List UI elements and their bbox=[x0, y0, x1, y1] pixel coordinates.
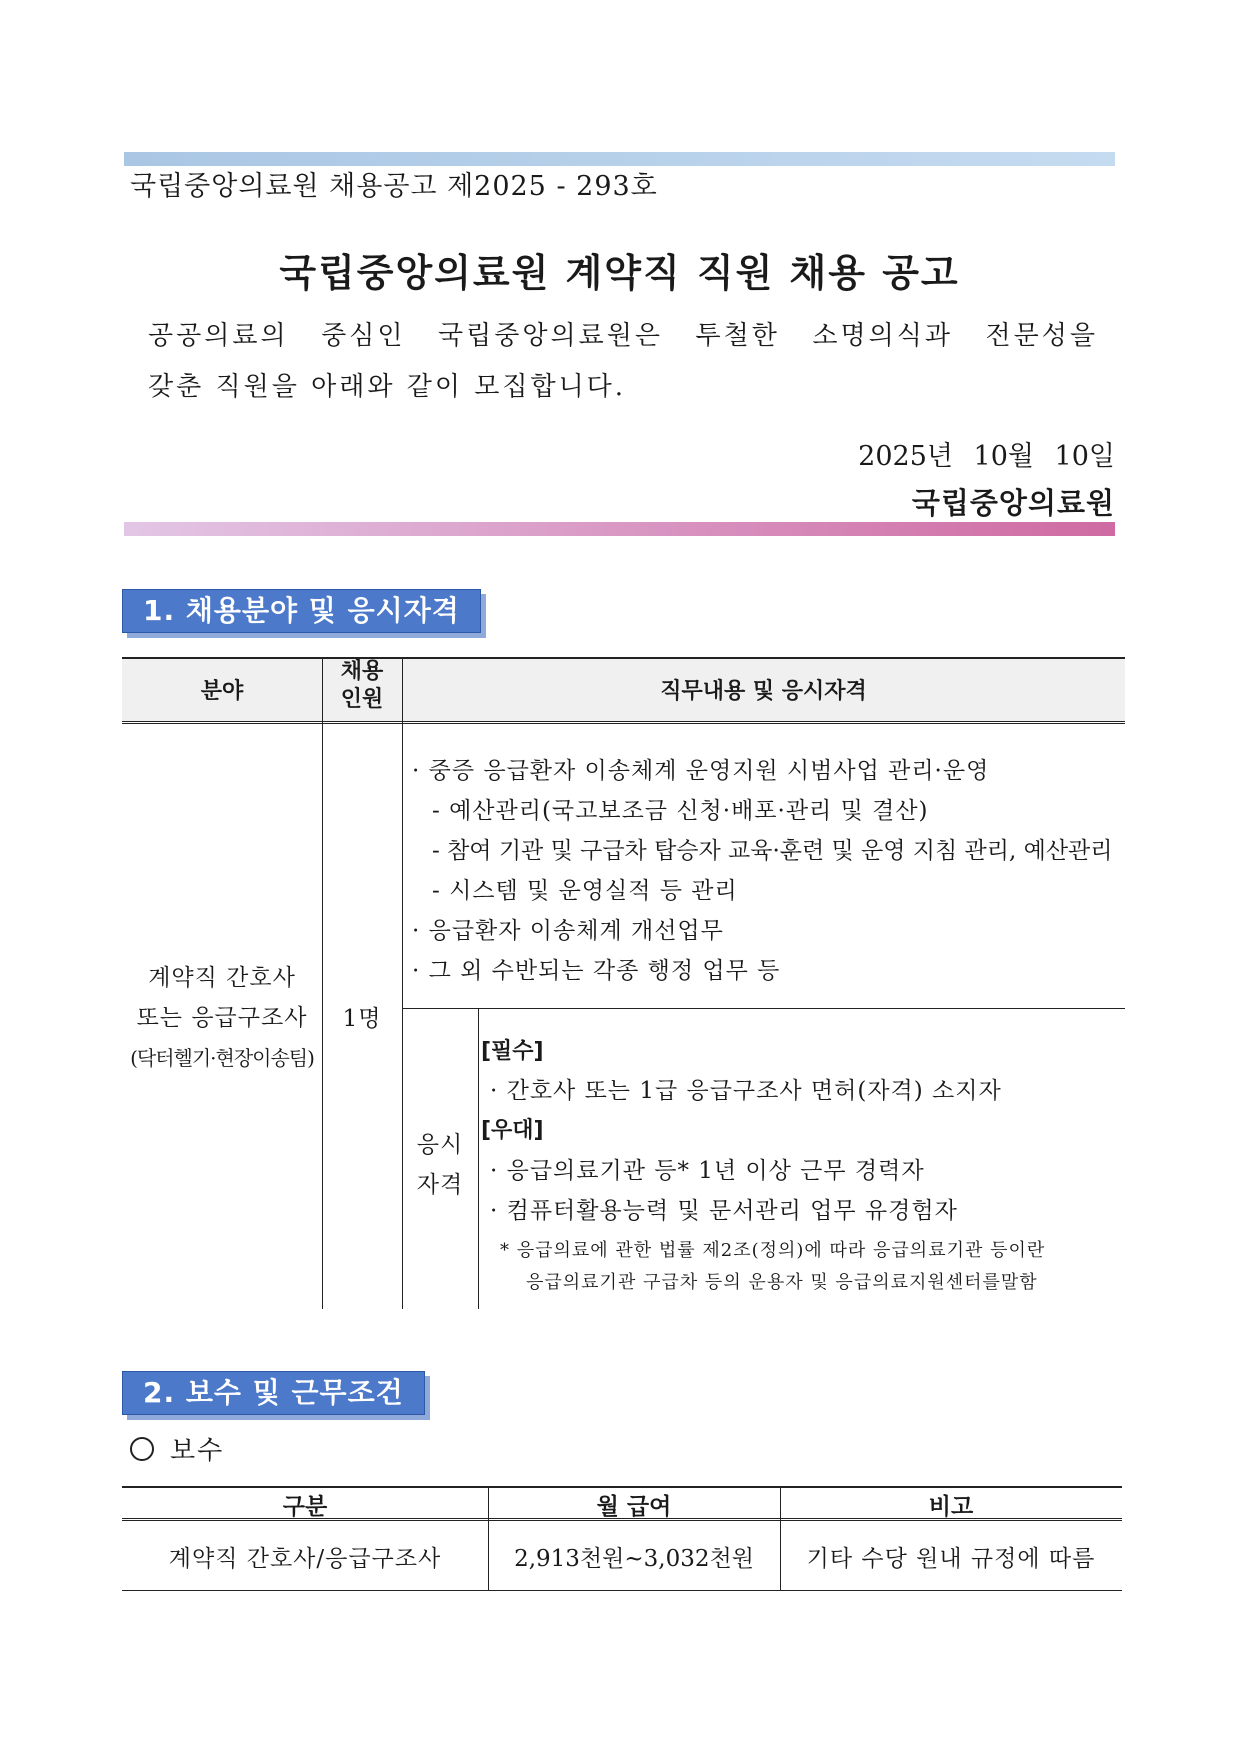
preferred-item: · 컴퓨터활용능력 및 문서관리 업무 유경험자 bbox=[490, 1198, 958, 1224]
qualification-label bbox=[402, 1125, 478, 1205]
required-tag: [필수] bbox=[481, 1039, 544, 1064]
field-cell bbox=[122, 958, 322, 1078]
field-name-line1: 계약직 간호사 bbox=[148, 965, 296, 991]
section-2-heading: 2. 보수 및 근무조건 bbox=[122, 1371, 425, 1415]
footnote-line1: * 응급의료에 관한 법률 제2조(정의)에 따라 응급의료기관 등이란 bbox=[500, 1240, 1046, 1261]
column-header-headcount bbox=[322, 658, 402, 714]
organization-name: 국립중앙의료원 bbox=[911, 486, 1115, 520]
salary-category-cell: 계약직 간호사/응급구조사 bbox=[168, 1546, 442, 1572]
column-header-duties: 직무내용 및 응시자격 bbox=[660, 679, 867, 704]
preferred-item: · 응급의료기관 등* 1년 이상 근무 경력자 bbox=[490, 1158, 925, 1184]
section-1-heading: 1. 채용분야 및 응시자격 bbox=[122, 589, 481, 633]
column-header-salary: 월 급여 bbox=[596, 1494, 672, 1520]
column-divider bbox=[478, 1008, 479, 1309]
required-item: · 간호사 또는 1급 응급구조사 면허(자격) 소지자 bbox=[490, 1078, 1002, 1104]
intro-line-2: 갖춘 직원을 아래와 같이 모집합니다. bbox=[148, 372, 627, 402]
footnote-line2: 응급의료기관 구급차 등의 운용자 및 응급의료지원센터를말함 bbox=[526, 1272, 1038, 1293]
intro-line-1: 공공의료의 중심인 국립중앙의료원은 투철한 소명의식과 전문성을 bbox=[148, 321, 1098, 351]
headcount-cell: 1명 bbox=[342, 1006, 382, 1032]
field-team: (닥터헬기·현장이송팀) bbox=[130, 1046, 314, 1070]
column-divider bbox=[322, 659, 323, 1309]
qualification-label-line2: 자격 bbox=[416, 1172, 464, 1198]
duty-subitem: - 시스템 및 운영실적 등 관리 bbox=[432, 878, 738, 904]
notice-number: 국립중앙의료원 채용공고 제2025 - 293호 bbox=[130, 171, 658, 202]
duty-subitem: - 예산관리(국고보조금 신청·배포·관리 및 결산) bbox=[432, 798, 929, 824]
duty-item: · 그 외 수반되는 각종 행정 업무 등 bbox=[412, 958, 781, 984]
notice-date: 2025년 10월 10일 bbox=[858, 441, 1115, 472]
column-divider bbox=[402, 659, 403, 1309]
column-header-field: 분야 bbox=[200, 679, 244, 704]
column-header-headcount-line2: 인원 bbox=[340, 687, 384, 712]
row-divider bbox=[402, 1008, 1125, 1009]
page-title: 국립중앙의료원 계약직 직원 채용 공고 bbox=[279, 251, 960, 295]
salary-item bbox=[130, 1430, 224, 1467]
duty-item: · 중증 응급환자 이송체계 운영지원 시범사업 관리·운영 bbox=[412, 758, 990, 784]
column-header-category: 구분 bbox=[282, 1494, 328, 1520]
duty-subitem: - 참여 기관 및 구급차 탑승자 교육·훈련 및 운영 지침 관리, 예산관리 bbox=[432, 838, 1113, 864]
duty-item: · 응급환자 이송체계 개선업무 bbox=[412, 918, 724, 944]
column-header-headcount-line1: 채용 bbox=[340, 659, 384, 684]
field-name-line2: 또는 응급구조사 bbox=[136, 1005, 308, 1031]
salary-amount-cell: 2,913천원~3,032천원 bbox=[514, 1546, 754, 1572]
salary-item-label: 보수 bbox=[170, 1436, 225, 1466]
column-header-note: 비고 bbox=[928, 1494, 974, 1520]
preferred-tag: [우대] bbox=[481, 1118, 544, 1143]
table-bottom-border bbox=[122, 1590, 1122, 1591]
table-header-divider bbox=[122, 721, 1125, 724]
qualification-label-line1: 응시 bbox=[416, 1132, 464, 1158]
circle-bullet-icon bbox=[130, 1437, 154, 1461]
header-bottom-bar bbox=[124, 522, 1115, 536]
salary-note-cell: 기타 수당 원내 규정에 따름 bbox=[806, 1546, 1096, 1572]
